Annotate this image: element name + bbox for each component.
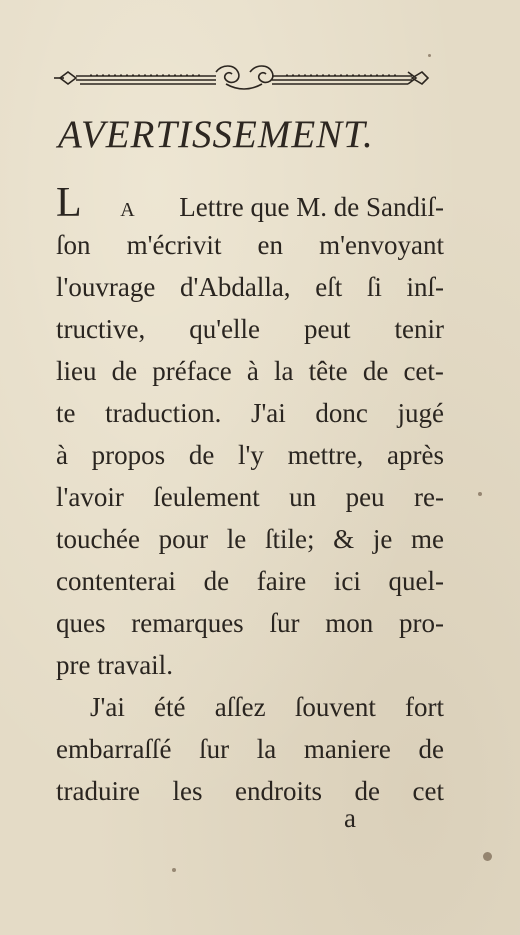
word: pro- (398, 608, 444, 638)
word: donc (315, 398, 368, 428)
word: l'y (238, 440, 264, 470)
word: après (387, 440, 444, 470)
word: & (333, 524, 355, 554)
word: ſeulement (153, 482, 260, 512)
text-body (56, 182, 444, 812)
word: contenterai (56, 566, 176, 596)
paper-speck (172, 868, 176, 872)
word: J'ai (90, 692, 125, 722)
text-line (56, 518, 444, 560)
paper-speck (483, 852, 492, 861)
word: m'envoyant (319, 230, 444, 260)
word: la (274, 356, 294, 386)
word: pour (158, 524, 209, 554)
word: mettre, (287, 440, 364, 470)
word: fort (405, 692, 444, 722)
word: cet (412, 776, 444, 806)
word: tenir (394, 314, 444, 344)
word: me (411, 524, 444, 554)
line-text: Lettre que M. de Sandiſ- (179, 192, 444, 222)
word: de (111, 356, 138, 386)
word: ici (333, 566, 361, 596)
word: je (372, 524, 393, 554)
small-capital: A (120, 199, 135, 221)
word: aſſez (214, 692, 266, 722)
word: re- (413, 482, 444, 512)
word: peu (345, 482, 385, 512)
word: maniere (303, 734, 391, 764)
headpiece-ornament (50, 62, 435, 98)
word: faire (256, 566, 307, 596)
word: jugé (397, 398, 444, 428)
signature-mark: a (344, 803, 356, 833)
word: endroits (234, 776, 322, 806)
word: touchée (56, 524, 140, 554)
word: m'écrivit (126, 230, 222, 260)
drop-cap: L (56, 180, 82, 226)
word: propos (91, 440, 166, 470)
word: la (256, 734, 277, 764)
word: de (362, 356, 389, 386)
word: un (289, 482, 317, 512)
word: de (203, 566, 230, 596)
word: ſouvent (294, 692, 376, 722)
word: l'avoir (56, 482, 124, 512)
word: tête (308, 356, 348, 386)
word: ſi (366, 272, 382, 302)
text-line (56, 308, 444, 350)
word: à (56, 440, 68, 470)
word: ſon (56, 230, 91, 260)
word: le (226, 524, 247, 554)
text-line (56, 728, 444, 770)
text-line (56, 770, 444, 812)
word: remarques (131, 608, 244, 638)
word: embarraſſé (56, 734, 172, 764)
word: J'ai (250, 398, 286, 428)
paper-speck (428, 54, 431, 57)
word: traduire (56, 776, 140, 806)
word: ſur (199, 734, 230, 764)
text-line (56, 476, 444, 518)
text-line (56, 266, 444, 308)
word: préface (152, 356, 232, 386)
word: eſt (315, 272, 343, 302)
text-line (56, 350, 444, 392)
text-line (56, 434, 444, 476)
text-line: pre travail. (56, 650, 173, 680)
word: traduction. (105, 398, 222, 428)
word: en (257, 230, 284, 260)
word: ſtile; (264, 524, 315, 554)
word: mon (325, 608, 374, 638)
word: ques (56, 608, 106, 638)
text-line (56, 392, 444, 434)
word: de (418, 734, 444, 764)
heading: AVERTISSEMENT. (58, 113, 374, 156)
word: qu'elle (189, 314, 261, 344)
word: été (154, 692, 186, 722)
paper-speck (478, 492, 482, 496)
word: tructive, (56, 314, 146, 344)
word: de (188, 440, 215, 470)
text-line (56, 560, 444, 602)
word: lieu (56, 356, 97, 386)
word: à (246, 356, 259, 386)
text-line (56, 686, 444, 728)
word: inſ- (406, 272, 444, 302)
word: de (354, 776, 380, 806)
word: l'ouvrage (56, 272, 156, 302)
word: peut (304, 314, 351, 344)
text-line (56, 182, 444, 224)
word: ſur (269, 608, 300, 638)
word: d'Abdalla, (179, 272, 291, 302)
word: quel- (388, 566, 444, 596)
text-line (56, 602, 444, 644)
text-line (56, 224, 444, 266)
word: les (172, 776, 203, 806)
word: cet- (403, 356, 444, 386)
word: te (56, 398, 76, 428)
